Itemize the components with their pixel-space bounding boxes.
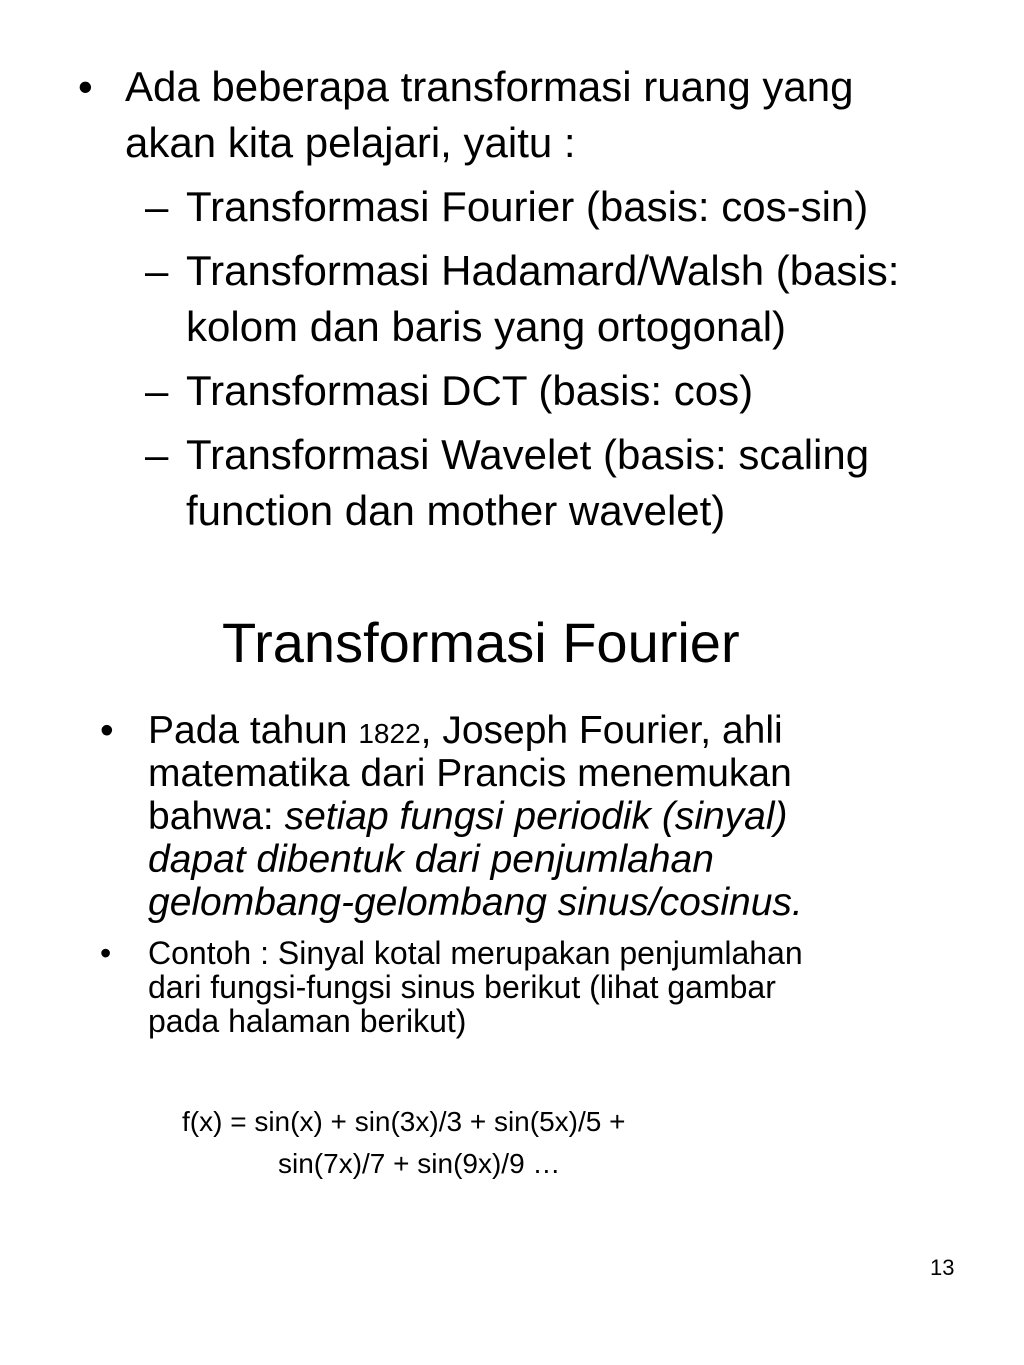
intro-text-line1: Ada beberapa transformasi ruang yang	[125, 63, 854, 110]
list-item-wavelet-line2: function dan mother wavelet)	[186, 487, 726, 534]
list-item-hadamard-line1: Transformasi Hadamard/Walsh (basis:	[186, 247, 900, 294]
bullet-icon: •	[100, 935, 112, 971]
list-item-wavelet-line1: Transformasi Wavelet (basis: scaling	[186, 431, 870, 478]
paragraph1-line2: matematika dari Prancis menemukan	[148, 752, 792, 795]
intro-text-line2: akan kita pelajari, yaitu :	[125, 119, 576, 166]
page-number: 13	[930, 1255, 955, 1280]
section-title: Transformasi Fourier	[222, 611, 740, 674]
bullet-icon: •	[100, 709, 114, 752]
paragraph2-line1: Contoh : Sinyal kotal merupakan penjumlahan	[148, 935, 803, 971]
list-item-fourier: Transformasi Fourier (basis: cos-sin)	[186, 183, 869, 230]
list-item-hadamard-line2: kolom dan baris yang ortogonal)	[186, 303, 787, 350]
list-item-dct: Transformasi DCT (basis: cos)	[186, 367, 754, 414]
paragraph1-line5: gelombang-gelombang sinus/cosinus.	[148, 881, 803, 924]
year-text: 1822	[358, 718, 421, 749]
formula-line1: f(x) = sin(x) + sin(3x)/3 + sin(5x)/5 +	[182, 1106, 626, 1137]
bullet-icon: •	[78, 63, 93, 110]
paragraph2-line2: dari fungsi-fungsi sinus berikut (lihat gambar	[148, 969, 776, 1005]
paragraph2-line3: pada halaman berikut)	[148, 1003, 467, 1039]
dash-icon: –	[145, 247, 169, 294]
paragraph1-line4: dapat dibentuk dari penjumlahan	[148, 838, 714, 881]
paragraph1-line1: Pada tahun 1822, Joseph Fourier, ahli	[148, 709, 783, 752]
dash-icon: –	[145, 183, 169, 230]
paragraph1-line3: bahwa: setiap fungsi periodik (sinyal)	[148, 795, 788, 838]
formula-line2: sin(7x)/7 + sin(9x)/9 …	[278, 1148, 561, 1179]
dash-icon: –	[145, 431, 169, 478]
dash-icon: –	[145, 367, 169, 414]
